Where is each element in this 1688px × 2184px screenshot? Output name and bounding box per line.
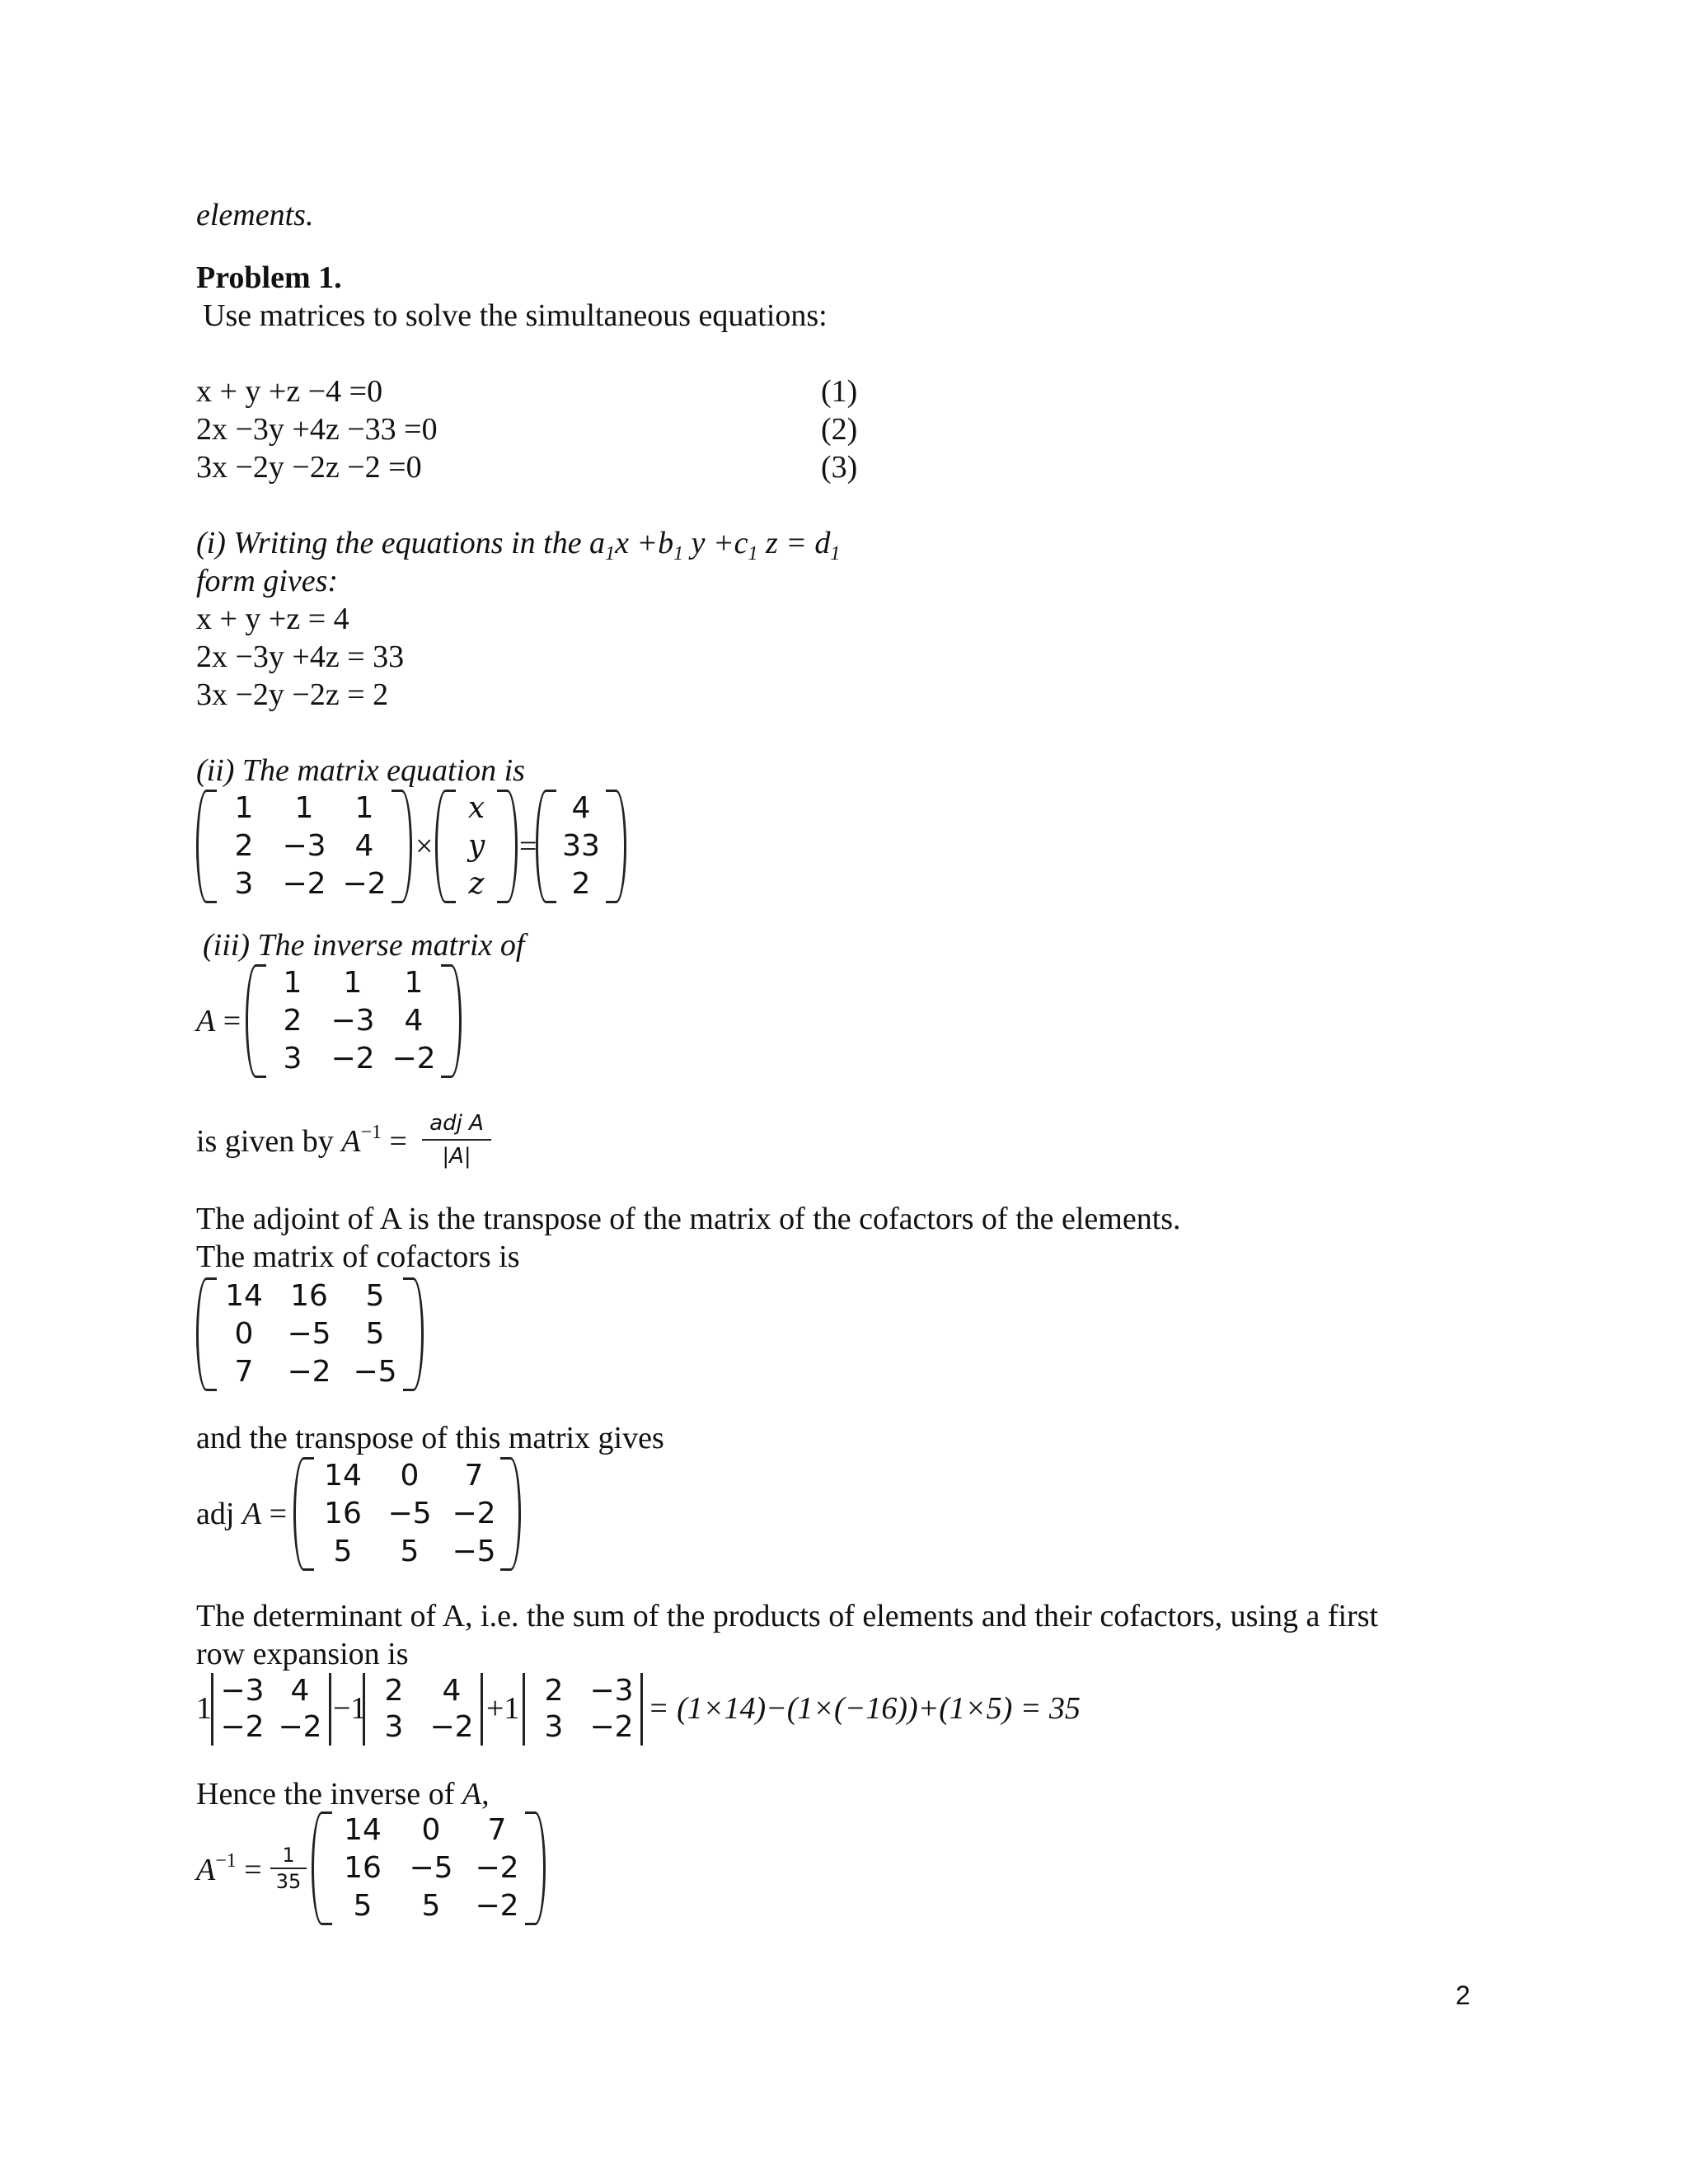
- cofactor-matrix: 14 16 5 0 −5 5 7 −2 −5: [196, 1277, 424, 1391]
- times-sign: ×: [415, 829, 434, 864]
- inverse-label: $A^{-1}$ =: [196, 1850, 262, 1887]
- unknowns-vector: x y z: [435, 790, 518, 903]
- equation-3-tag: (3): [821, 450, 858, 485]
- page-number: 2: [1456, 1980, 1470, 2010]
- adj-over-det-fraction: adj A |A|: [422, 1108, 491, 1172]
- matrix-a: 1 1 1 2 −3 4 3 −2 −2: [246, 964, 462, 1078]
- expansion-coeff-1: 1: [196, 1691, 212, 1726]
- minor-determinant-1: −3 4 −2 −2: [211, 1673, 331, 1746]
- intro-word: elements.: [196, 198, 314, 232]
- minor-determinant-2: 2 4 3 −2: [363, 1673, 483, 1746]
- equals-sign: =: [519, 829, 537, 864]
- step-i-line-1: (i) Writing the equations in the $a_1x +b_1$ $y +c_1$ $z = d_1$: [196, 526, 841, 565]
- equation-2: 2x −3y +4z −33 =0: [196, 412, 438, 447]
- matrix-a-label: A =: [196, 1004, 241, 1038]
- equation-3: 3x −2y −2z −2 =0: [196, 450, 422, 485]
- constants-vector: 4 33 2: [536, 790, 626, 903]
- adj-a-label: adj A =: [196, 1497, 288, 1531]
- step-ii-heading: (ii) The matrix equation is: [196, 753, 525, 788]
- step-i-equation-1: x + y +z = 4: [196, 602, 349, 636]
- hence-text: Hence the inverse of A,: [196, 1777, 490, 1811]
- step-i-equation-3: 3x −2y −2z = 2: [196, 677, 389, 712]
- adjoint-matrix: 14 0 7 16 −5 −2 5 5 −5: [293, 1457, 521, 1571]
- adjoint-text: The adjoint of A is the transpose of the matrix of the cofactors of the elements.: [196, 1202, 1181, 1236]
- determinant-text-1: The determinant of A, i.e. the sum of the products of elements and their cofactors, using a first: [196, 1599, 1379, 1633]
- coefficient-matrix: 1 1 1 2 −3 4 3 −2 −2: [196, 790, 412, 903]
- equation-2-tag: (2): [821, 412, 858, 447]
- equation-1-tag: (1): [821, 374, 858, 409]
- step-iii-heading: (iii) The inverse matrix of: [203, 928, 525, 963]
- equation-1: x + y +z −4 =0: [196, 374, 383, 409]
- step-i-equation-2: 2x −3y +4z = 33: [196, 640, 405, 674]
- inverse-formula: is given by $A^{-1}$ =: [196, 1122, 407, 1159]
- minor-determinant-3: 2 −3 3 −2: [523, 1673, 643, 1746]
- one-over-35-fraction: $\frac{1}{35}$: [270, 1843, 307, 1894]
- inverse-matrix: 14 0 7 16 −5 −2 5 5 −2: [312, 1811, 546, 1925]
- determinant-text-2: row expansion is: [196, 1637, 409, 1671]
- problem-title: Problem 1.: [196, 260, 342, 295]
- cofactor-text: The matrix of cofactors is: [196, 1240, 520, 1274]
- transpose-text: and the transpose of this matrix gives: [196, 1421, 664, 1455]
- problem-text: Use matrices to solve the simultaneous equations:: [203, 298, 828, 333]
- step-i-line-2: form gives:: [196, 564, 339, 598]
- expansion-result: = (1×14)−(1×(−16))+(1×5) = 35: [648, 1691, 1081, 1726]
- expansion-coeff-2: −1: [333, 1691, 367, 1726]
- expansion-coeff-3: +1: [486, 1691, 520, 1726]
